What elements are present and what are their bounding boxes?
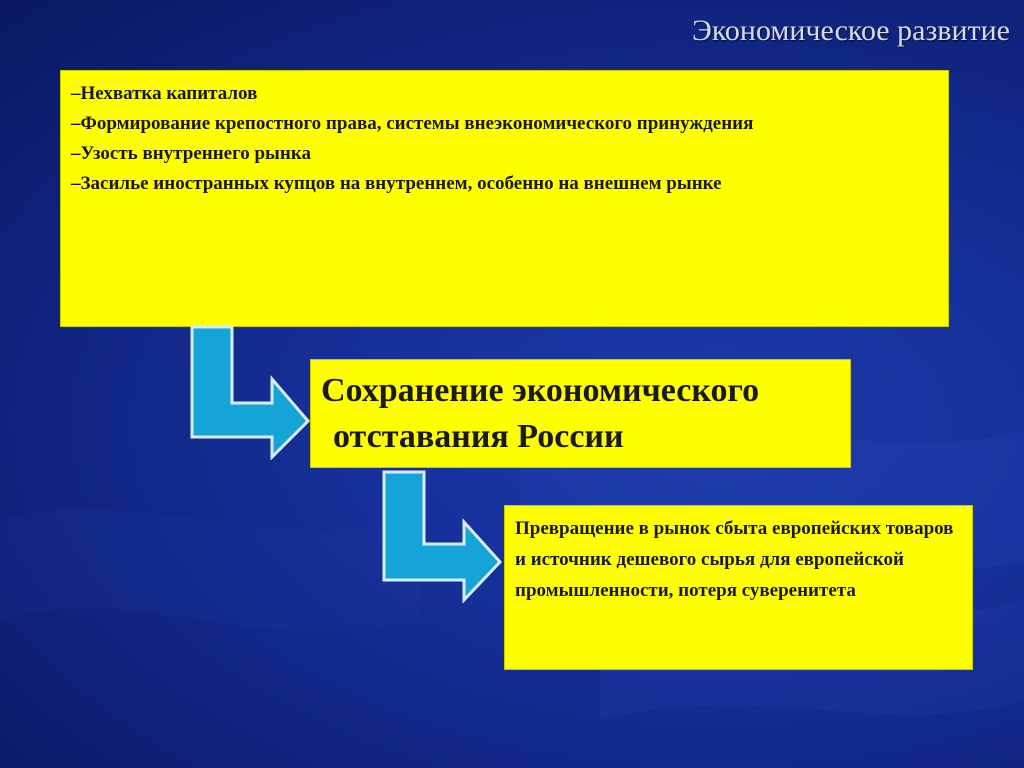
cause-item: – Формирование крепостного права, системы внеэкономического принуждения [71, 109, 938, 139]
arrow-to-result-icon [378, 470, 508, 605]
cause-item: – Нехватка капиталов [71, 79, 938, 109]
conclusion-line-2: отставания России [333, 418, 624, 455]
result-text: Превращение в рынок сбыта европейских товаров и источник дешевого сырья для европейской промышленности, потеря суверенитета [515, 518, 954, 601]
conclusion-box [310, 359, 851, 468]
arrow-to-center-icon [186, 325, 316, 460]
cause-item: – Узость внутреннего рынка [71, 139, 938, 169]
slide-title: Экономическое развитие [692, 14, 1010, 47]
conclusion-line-1: Сохранение экономического [321, 372, 760, 409]
causes-list [71, 79, 938, 199]
result-box [504, 505, 973, 670]
causes-box [60, 70, 949, 327]
cause-item: – Засилье иностранных купцов на внутреннем, особенно на внешнем рынке [71, 169, 938, 199]
